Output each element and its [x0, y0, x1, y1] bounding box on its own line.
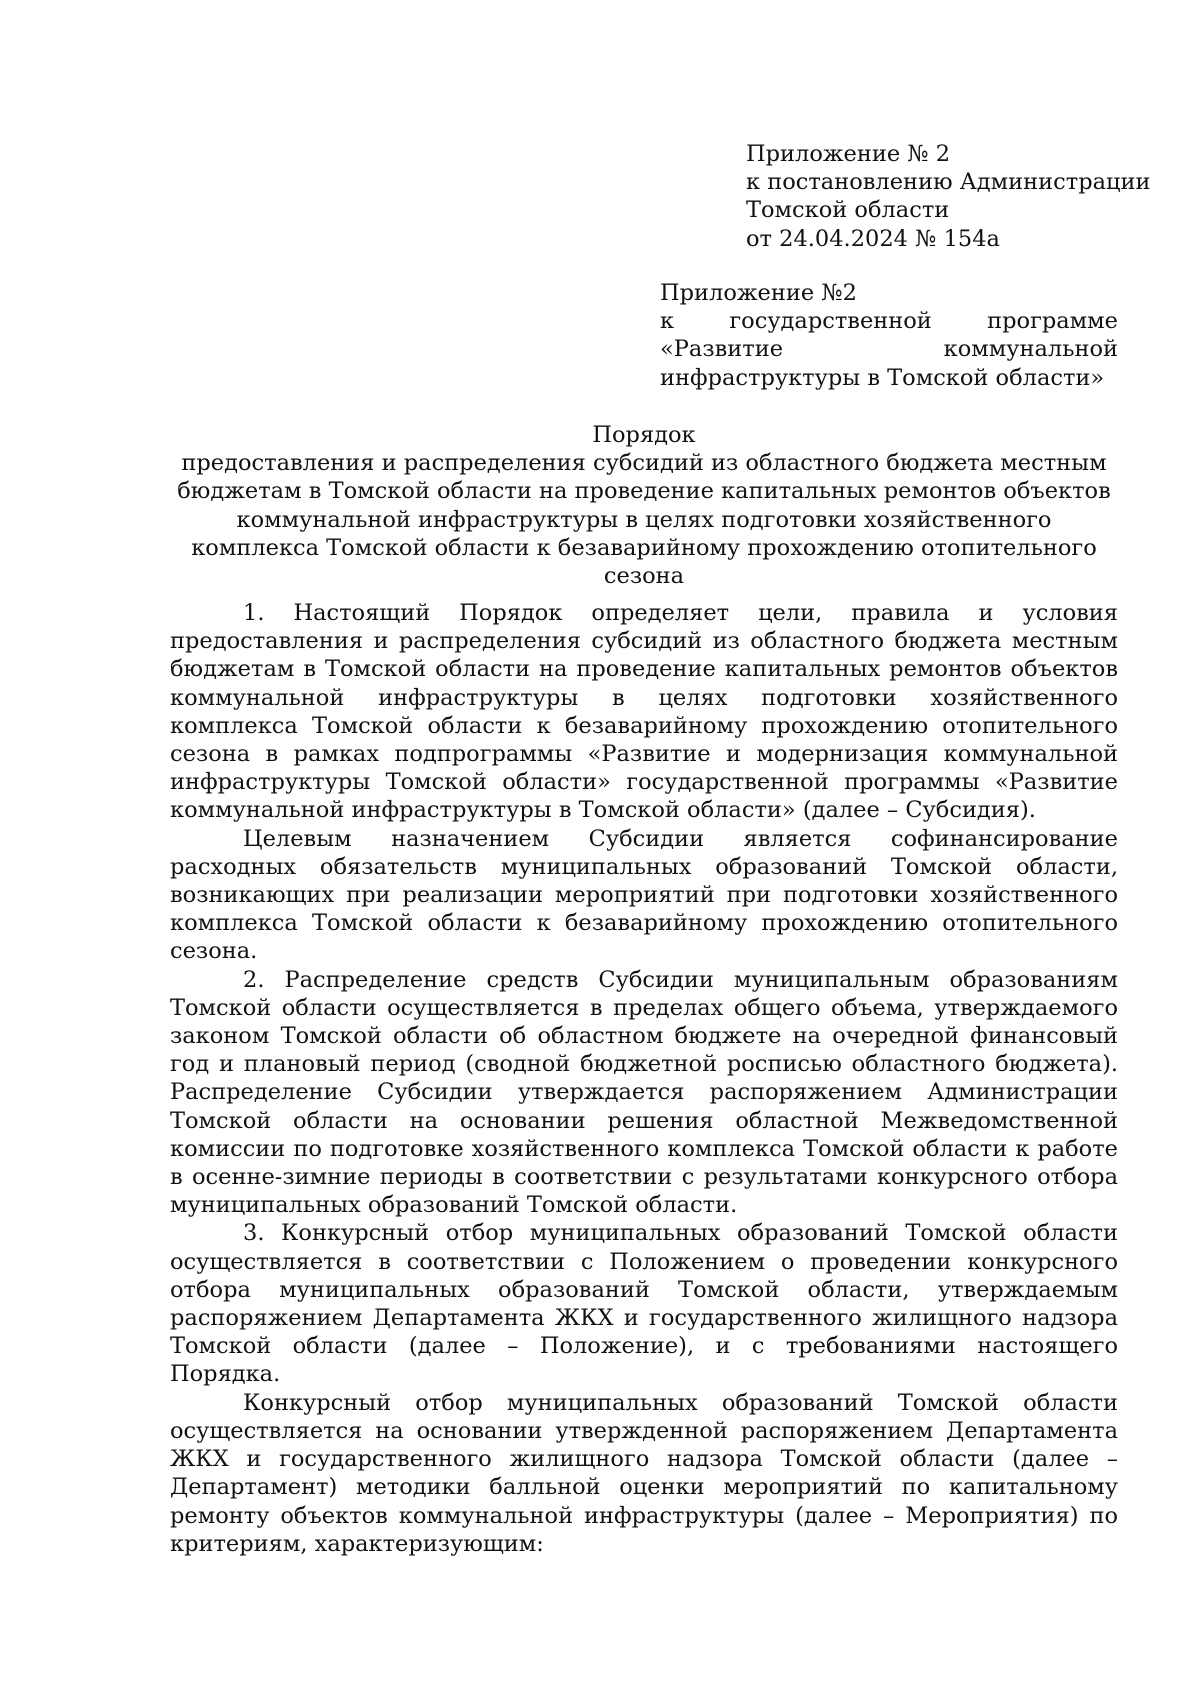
body-paragraph: 2. Распределение средств Субсидии муниципальным образованиям Томской области осуществляется в пределах общего объема, утверждаемого законом Томской области об областном бюджете на очередной финансовый год и плановый период (сводной бюджетной росписью областного бюджета). Распределение Субсидии утверждается распоряжением Администрации Томской области на основании решения областной Межведомственной комиссии по подготовке хозяйственного комплекса Томской области к работе в осенне-зимние периоды в соответствии с результатами конкурсного отбора муниципальных образований Томской области.	[170, 966, 1118, 1219]
body-paragraph: 1. Настоящий Порядок определяет цели, правила и условия предоставления и распределения субсидий из областного бюджета местным бюджетам в Томской области на проведение капитальных ремонтов объектов коммунальной инфраструктуры в целях подготовки хозяйственного комплекса Томской области к безаварийному прохождению отопительного сезона в рамках подпрограммы «Развитие и модернизация коммунальной инфраструктуры Томской области» государственной программы «Развитие коммунальной инфраструктуры в Томской области» (далее – Субсидия).	[170, 600, 1118, 824]
document-title-block	[170, 421, 1118, 590]
annex-resolution-line: от 24.04.2024 № 154а	[746, 225, 1000, 252]
body-paragraph: Целевым назначением Субсидии является софинансирование расходных обязательств муниципальных образований Томской области, возникающих при реализации мероприятий при подготовки хозяйственного комплекса Томской области к безаварийному прохождению отопительного сезона.	[170, 825, 1118, 965]
annex-program-block	[660, 279, 1118, 392]
body-paragraph: 3. Конкурсный отбор муниципальных образований Томской области осуществляется в соответствии с Положением о проведении конкурсного отбора муниципальных образований Томской области, утверждаемым распоряжением Департамента ЖКХ и государственного жилищного надзора Томской области (далее – Положение), и с требованиями настоящего Порядка.	[170, 1220, 1118, 1388]
annex-program-line: Приложение №2	[660, 280, 857, 306]
annex-resolution-block	[746, 140, 1151, 253]
document-body	[170, 599, 1118, 1558]
annex-resolution-line: Приложение № 2	[746, 141, 951, 167]
annex-resolution-line: к постановлению Администрации	[746, 169, 1151, 196]
annex-resolution-line: Томской области	[746, 197, 950, 224]
body-paragraph: Конкурсный отбор муниципальных образований Томской области осуществляется на основании утвержденной распоряжением Департамента ЖКХ и государственного жилищного надзора Томской области (далее – Департамент) методики балльной оценки мероприятий по капитальному ремонту объектов коммунальной инфраструктуры (далее – Мероприятия) по критериям, характеризующим:	[170, 1389, 1118, 1557]
document-heading: Порядок	[592, 422, 696, 448]
document-subtitle: предоставления и распределения субсидий из областного бюджета местным бюджетам в Томской области на проведение капитальных ремонтов объектов коммунальной инфраструктуры в целях подготовки хозяйственного комплекса Томской области к безаварийному прохождению отопительного сезона	[177, 450, 1111, 590]
annex-program-text: к государственной программе «Развитие коммунальной инфраструктуры в Томской области»	[660, 308, 1118, 391]
